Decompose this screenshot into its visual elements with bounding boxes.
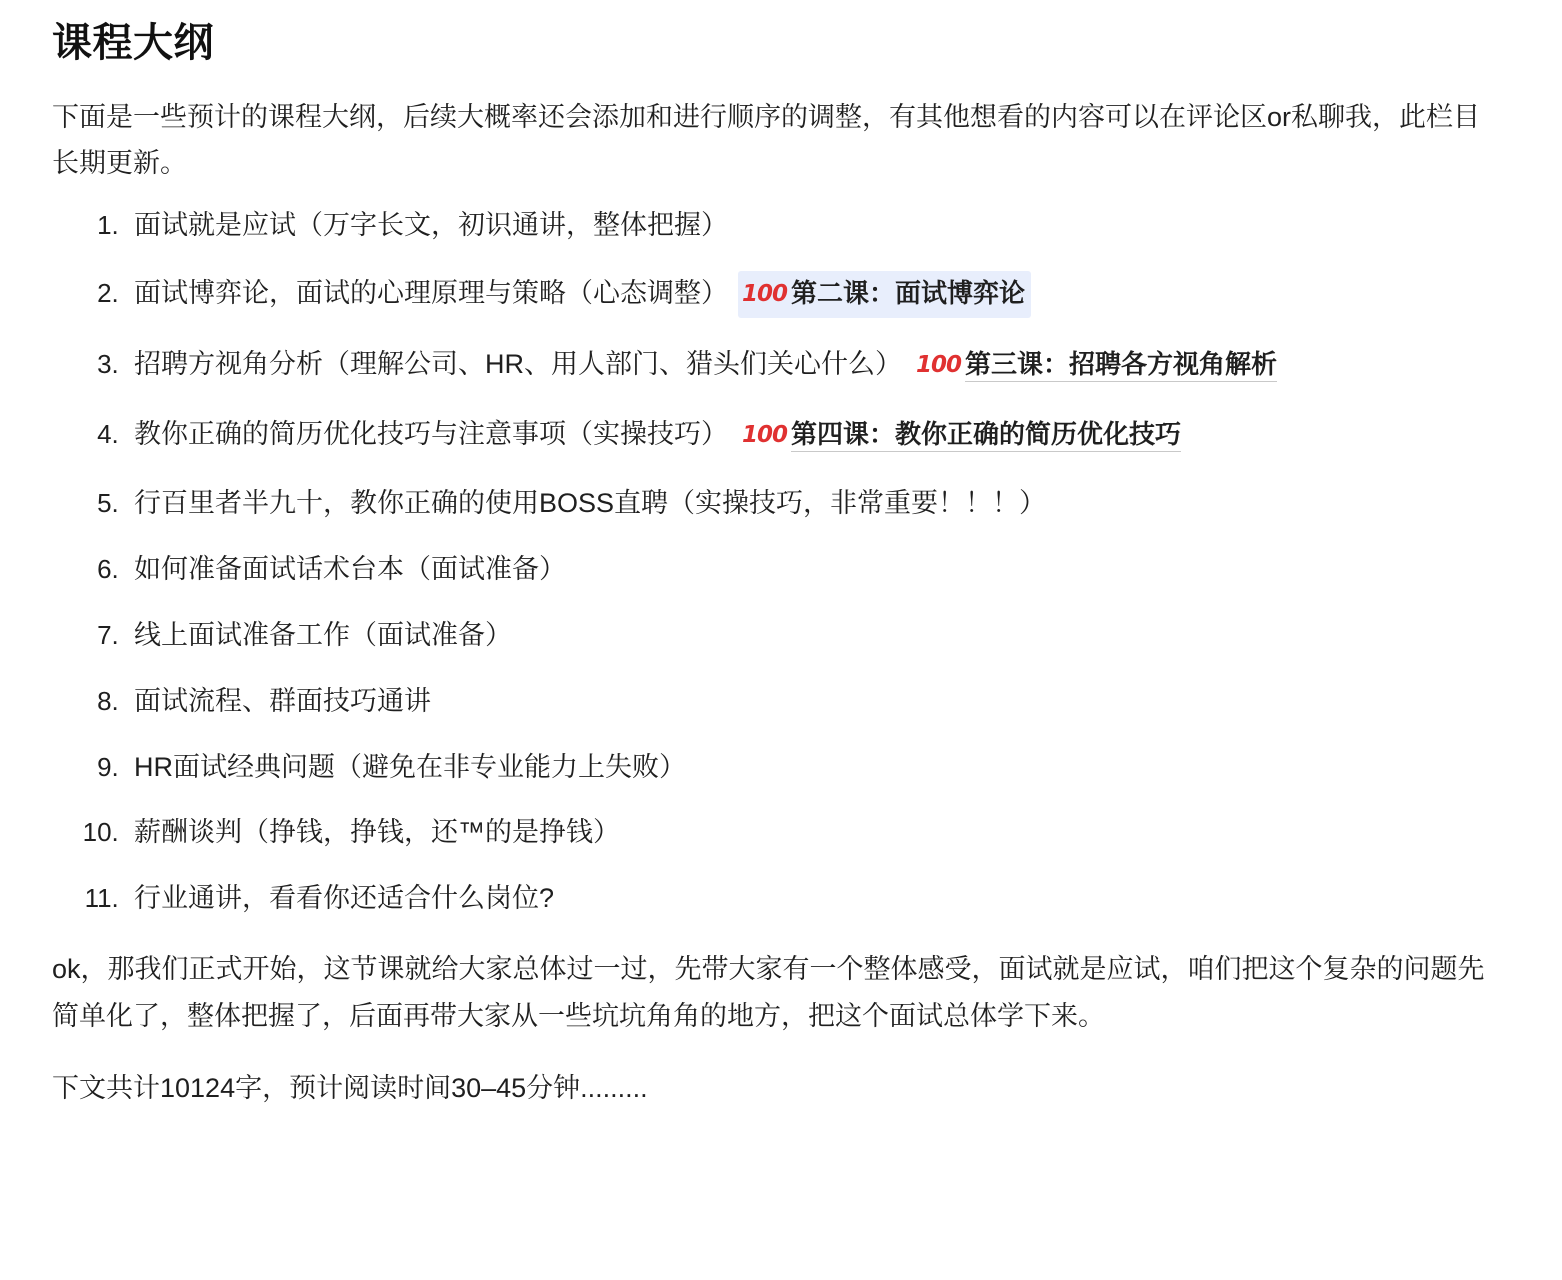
course-link-label[interactable]: 第二课：面试博弈论 [791, 277, 1026, 308]
list-item [126, 747, 1506, 789]
page-title: 课程大纲 [52, 21, 214, 65]
outline-item-text: 行百里者半九十，教你正确的使用BOSS直聘（实操技巧，非常重要！！！） [134, 488, 1047, 519]
list-item [126, 205, 1506, 247]
list-item [126, 878, 1506, 920]
course-link-label[interactable]: 第四课：教你正确的简历优化技巧 [791, 419, 1181, 452]
outline-item-text: 线上面试准备工作（面试准备） [134, 619, 512, 650]
outline-item-text: 面试就是应试（万字长文，初识通讲，整体把握） [134, 209, 728, 240]
intro-paragraph: 下面是一些预计的课程大纲，后续大概率还会添加和进行顺序的调整，有其他想看的内容可以在评论区or私聊我，此栏目长期更新。 [52, 102, 1481, 179]
outline-item-text: 面试博弈论，面试的心理原理与策略（心态调整） [134, 277, 728, 308]
list-item [126, 812, 1506, 854]
outline-item-text: 面试流程、群面技巧通讲 [134, 685, 431, 716]
course-link-chip[interactable] [738, 271, 1031, 318]
list-item [126, 412, 1506, 459]
course-link-label[interactable]: 第三课：招聘各方视角解析 [965, 349, 1277, 382]
outline-item-text: 教你正确的简历优化技巧与注意事项（实操技巧） [134, 419, 728, 450]
course-link-chip[interactable] [738, 412, 1187, 459]
list-item [126, 681, 1506, 723]
course-link-chip[interactable] [912, 342, 1283, 389]
outline-item-text: HR面试经典问题（避免在非专业能力上失败） [134, 751, 686, 782]
outline-item-text: 行业通讲，看看你还适合什么岗位? [134, 883, 555, 914]
outline-item-text: 薪酬谈判（挣钱，挣钱，还™的是挣钱） [134, 817, 620, 848]
closing-paragraph: ok，那我们正式开始，这节课就给大家总体过一过，先带大家有一个整体感受，面试就是应试，咱们把这个复杂的问题先简单化了，整体把握了，后面再带大家从一些坑坑角角的地方，把这个面试总体学下来。 [52, 954, 1485, 1031]
hundred-points-icon: 100 [916, 351, 962, 378]
outline-item-text: 如何准备面试话术台本（面试准备） [134, 554, 566, 585]
outline-item-text: 招聘方视角分析（理解公司、HR、用人部门、猎头们关心什么） [134, 348, 902, 379]
list-item [126, 342, 1506, 389]
list-item [126, 549, 1506, 591]
hundred-points-icon: 100 [742, 280, 788, 307]
list-item [126, 615, 1506, 657]
course-outline-list [52, 205, 1506, 920]
hundred-points-icon: 100 [742, 422, 788, 449]
list-item [126, 483, 1506, 525]
reading-time-note: 下文共计10124字，预计阅读时间30–45分钟......... [52, 1073, 648, 1104]
list-item [126, 271, 1506, 318]
